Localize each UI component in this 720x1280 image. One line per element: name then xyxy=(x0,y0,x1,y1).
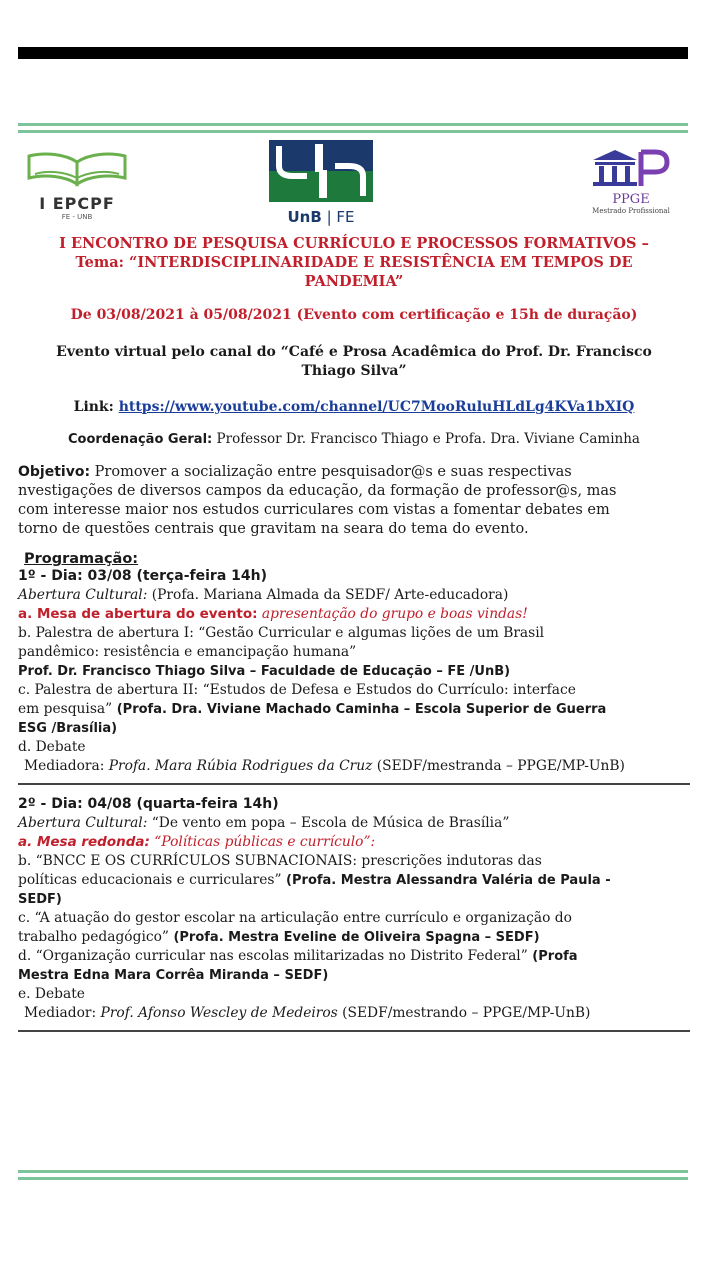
epcpf-name: I EPCPF xyxy=(39,194,115,213)
objective: Objetivo: Promover a socialização entre pesquisador@s e suas respectivas nvestigações de diversos campos da educação, da formação de professor@s, mas com interesse maior nos estudos curriculares com vistas a fomentar debates em torno de questões centrais que gravitam na seara do tema do evento. xyxy=(18,464,617,537)
section-divider-end xyxy=(18,1030,690,1032)
open-book-icon xyxy=(25,146,129,188)
event-title: I ENCONTRO DE PESQUISA CURRÍCULO E PROCESSOS FORMATIVOS – Tema: “INTERDISCIPLINARIDADE E RESISTÊNCIA EM TEMPOS DE PANDEMIA” xyxy=(59,235,649,290)
day2-title: 2º - Dia: 04/08 (quarta-feira 14h) xyxy=(18,796,279,812)
unb-logo xyxy=(266,140,376,226)
day1-title: 1º - Dia: 03/08 (terça-feira 14h) xyxy=(18,568,267,584)
ppge-name: PPGE xyxy=(612,192,650,207)
logos-row xyxy=(18,140,690,228)
coordination xyxy=(18,431,690,447)
youtube-channel-link[interactable]: https://www.youtube.com/channel/UC7MooRuluHLdLg4KVa1bXIQ xyxy=(118,399,635,415)
section-divider xyxy=(18,783,690,785)
link-label: Link: xyxy=(73,399,114,415)
coordination-label: Coordenação Geral: xyxy=(68,432,213,447)
program-heading: Programação: xyxy=(24,551,139,567)
objective-label: Objetivo: xyxy=(18,464,91,480)
event-dates: De 03/08/2021 à 05/08/2021 (Evento com certificação e 15h de duração) xyxy=(70,307,638,323)
unb-name: UnB | FE xyxy=(287,208,355,226)
top-green-rule xyxy=(18,123,688,135)
unb-emblem-icon xyxy=(269,140,373,202)
ppge-building-icon xyxy=(591,148,671,188)
epcpf-logo xyxy=(22,146,132,221)
youtube-link-line xyxy=(18,399,690,415)
virtual-event-info: Evento virtual pelo canal do “Café e Prosa Acadêmica do Prof. Dr. Francisco Thiago Silva” xyxy=(56,344,652,379)
coordination-text: Professor Dr. Francisco Thiago e Profa. Dra. Viviane Caminha xyxy=(212,431,640,447)
bottom-green-rule xyxy=(18,1170,688,1182)
epcpf-sub: FE - UNB xyxy=(61,213,93,221)
top-black-bar xyxy=(18,47,688,59)
ppge-logo xyxy=(581,148,681,215)
day2-section: 2º - Dia: 04/08 (quarta-feira 14h) Abertura Cultural: “De vento em popa – Escola de Música de Brasília” a. Mesa redonda: “Políticas públicas e currículo”: b. “BNCC E OS CURRÍCULOS SUBNACIONAIS: prescrições indutoras das políticas educacionais e curriculares” (Profa. Mestra Alessandra Valéria de Paula - SEDF) c. “A atuação do gestor escolar na articulação entre currículo e organização do trabalho pedagógico” (Profa. Mestra Eveline de Oliveira Spagna – SEDF) d. “Organização curricular nas escolas militarizadas no Distrito Federal” (Profa Mestra Edna Mara Corrêa Miranda – SEDF) e. Debate Mediador: Prof. Afonso Wescley de Medeiros (SEDF/mestrando – PPGE/MP-UnB) xyxy=(18,795,690,1023)
day1-section: 1º - Dia: 03/08 (terça-feira 14h) Abertura Cultural: (Profa. Mariana Almada da SEDF/ Arte-educadora) a. Mesa de abertura do evento: apresentação do grupo e boas vindas! b. Palestra de abertura I: “Gestão Curricular e algumas lições de um Brasil pandêmico: resistência e emancipação humana” Prof. Dr. Francisco Thiago Silva – Faculdade de Educação – FE /UnB) c. Palestra de abertura II: “Estudos de Defesa e Estudos do Currículo: interface em pesquisa” (Profa. Dra. Viviane Machado Caminha – Escola Superior de Guerra ESG /Brasília) d. Debate Mediadora: Profa. Mara Rúbia Rodrigues da Cruz (SEDF/mestranda – PPGE/MP-UnB) xyxy=(18,567,690,776)
ppge-sub: Mestrado Profissional xyxy=(592,207,670,215)
event-flyer xyxy=(18,140,690,1042)
